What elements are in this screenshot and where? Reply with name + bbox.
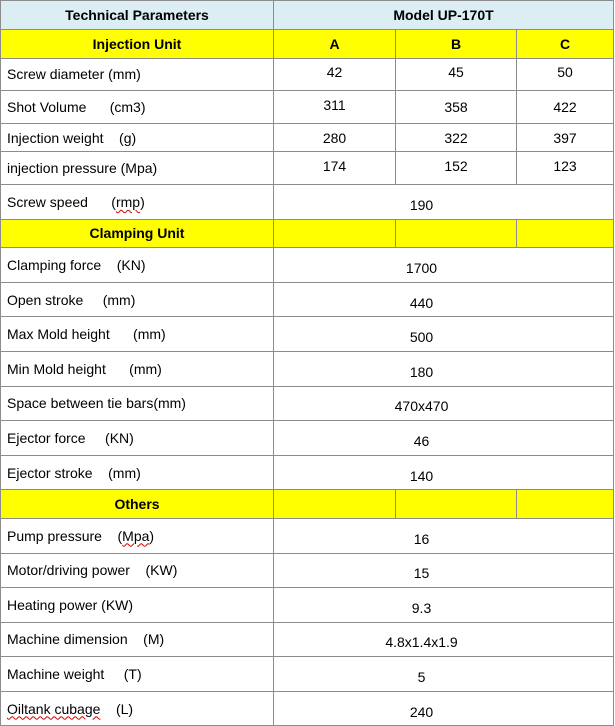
row-label-pump-pressure: [1, 518, 274, 553]
empty-cell: [274, 490, 396, 519]
value-a: 174: [274, 152, 396, 185]
empty-cell: [396, 490, 517, 519]
row-label: Shot Volume (cm3): [1, 91, 274, 124]
value-merged: 4.8x1.4x1.9: [274, 622, 614, 657]
value-c: 422: [517, 91, 614, 124]
row-label: Heating power (KW): [1, 588, 274, 623]
table-row: [1, 386, 614, 421]
column-header-c: C: [517, 30, 614, 59]
value-b: 152: [396, 152, 517, 185]
label-part: (L): [100, 700, 134, 717]
table-row: [1, 553, 614, 588]
header-model: Model UP-170T: [274, 1, 614, 30]
row-label: Open stroke (mm): [1, 282, 274, 317]
column-header-b: B: [396, 30, 517, 59]
row-label-oiltank: [1, 691, 274, 726]
value-merged: 5: [274, 657, 614, 692]
table-row: [1, 282, 614, 317]
table-row: [1, 421, 614, 456]
value-merged: 500: [274, 317, 614, 352]
value-b: 45: [396, 58, 517, 91]
table-row: [1, 351, 614, 386]
row-label: Injection weight (g): [1, 123, 274, 152]
label-part: Screw speed (: [7, 193, 116, 210]
empty-cell: [274, 219, 396, 248]
table-row: [1, 248, 614, 283]
row-label-screw-speed: [1, 184, 274, 219]
empty-cell: [517, 490, 614, 519]
row-label: Space between tie bars(mm): [1, 386, 274, 421]
row-label: Ejector stroke (mm): [1, 455, 274, 490]
value-b: 358: [396, 91, 517, 124]
table-row: [1, 184, 614, 219]
value-a: 42: [274, 58, 396, 91]
row-label: Screw diameter (mm): [1, 58, 274, 91]
value-merged: 140: [274, 455, 614, 490]
label-part: ): [149, 527, 155, 544]
spellcheck-word: rmp: [115, 193, 141, 210]
table-row: [1, 455, 614, 490]
value-a: 280: [274, 123, 396, 152]
row-label: injection pressure (Mpa): [1, 152, 274, 185]
table-row: [1, 657, 614, 692]
section-row-others: [1, 490, 614, 519]
header-technical-parameters: Technical Parameters: [1, 1, 274, 30]
label-part: ): [140, 193, 145, 210]
table-row: [1, 691, 614, 726]
section-title-clamping-unit: Clamping Unit: [1, 219, 274, 248]
row-label: Machine weight (T): [1, 657, 274, 692]
value-merged: 9.3: [274, 588, 614, 623]
value-merged: 440: [274, 282, 614, 317]
table-row: [1, 91, 614, 124]
value-c: 397: [517, 123, 614, 152]
value-merged: 470x470: [274, 386, 614, 421]
table-row: [1, 622, 614, 657]
value-merged: 180: [274, 351, 614, 386]
row-label: Ejector force (KN): [1, 421, 274, 456]
empty-cell: [396, 219, 517, 248]
row-label: Machine dimension (M): [1, 622, 274, 657]
table-row: [1, 123, 614, 152]
row-label: Max Mold height (mm): [1, 317, 274, 352]
value-merged: 240: [274, 691, 614, 726]
table-row: [1, 58, 614, 91]
section-row-clamping: [1, 219, 614, 248]
row-label: Clamping force (KN): [1, 248, 274, 283]
label-part: Pump pressure (: [7, 527, 123, 544]
value-merged: 1700: [274, 248, 614, 283]
value-merged: 15: [274, 553, 614, 588]
value-merged: 190: [274, 184, 614, 219]
section-row-injection: [1, 30, 614, 59]
empty-cell: [517, 219, 614, 248]
row-label: Motor/driving power (KW): [1, 553, 274, 588]
section-title-others: Others: [1, 490, 274, 519]
table-row: [1, 317, 614, 352]
value-merged: 46: [274, 421, 614, 456]
column-header-a: A: [274, 30, 396, 59]
row-label: Min Mold height (mm): [1, 351, 274, 386]
spellcheck-word: Oiltank cubage: [7, 700, 101, 717]
value-merged: 16: [274, 518, 614, 553]
table-row: [1, 588, 614, 623]
value-b: 322: [396, 123, 517, 152]
table-header-row: [1, 1, 614, 30]
value-c: 123: [517, 152, 614, 185]
table-row: [1, 518, 614, 553]
value-a: 311: [274, 91, 396, 124]
section-title-injection-unit: Injection Unit: [1, 30, 274, 59]
table-row: [1, 152, 614, 185]
spellcheck-word: Mpa: [122, 527, 150, 544]
value-c: 50: [517, 58, 614, 91]
